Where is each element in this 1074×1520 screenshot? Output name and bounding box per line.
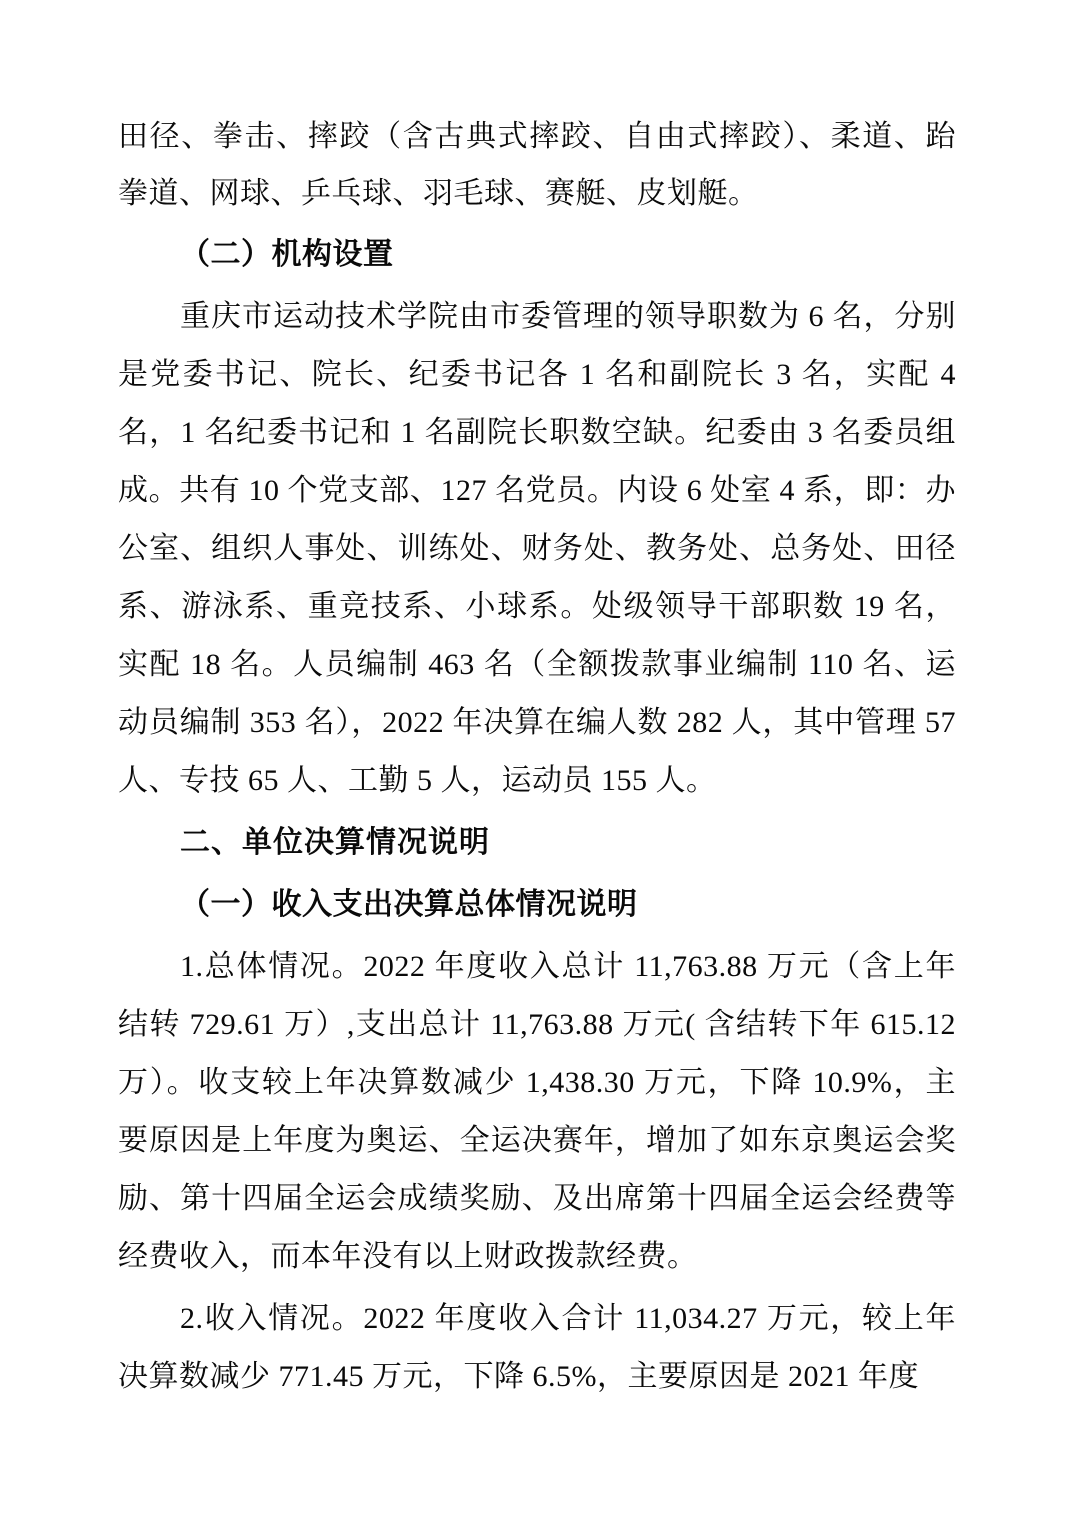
heading-budget-final-accounts: 二、单位决算情况说明: [180, 826, 490, 859]
heading-income-expenditure-overview: （一）收入支出决算总体情况说明: [180, 888, 638, 921]
paragraph-overall-situation: 1.总体情况。2022 年度收入总计 11,763.88 万元（含上年结转 729.61 万）,支出总计 11,763.88 万元( 含结转下年 615.12 万）。收支较上年决算数减少 1,438.30 万元，下降 10.9%，主要原因是上年度为奥运、全运决赛年，增加了如东京奥运会奖励、第十四届全运会成绩奖励、及出席第十四届全运会经费等经费收入，而本年没有以上财政拨款经费。: [118, 950, 956, 1273]
paragraph-income-situation: 2.收入情况。2022 年度收入合计 11,034.27 万元，较上年决算数减少 771.45 万元，下降 6.5%，主要原因是 2021 年度: [118, 1302, 956, 1393]
paragraph-sports-list: 田径、拳击、摔跤（含古典式摔跤、自由式摔跤）、柔道、跆拳道、网球、乒乓球、羽毛球、赛艇、皮划艇。: [118, 120, 956, 210]
document-body: [118, 108, 956, 1406]
heading-organization-setup: （二）机构设置: [180, 238, 394, 271]
paragraph-organization-structure: 重庆市运动技术学院由市委管理的领导职数为 6 名，分别是党委书记、院长、纪委书记各 1 名和副院长 3 名，实配 4 名，1 名纪委书记和 1 名副院长职数空缺。纪委由 3 名委员组成。共有 10 个党支部、127 名党员。内设 6 处室 4 系，即：办公室、组织人事处、训练处、财务处、教务处、总务处、田径系、游泳系、重竞技系、小球系。处级领导干部职数 19 名，实配 18 名。人员编制 463 名（全额拨款事业编制 110 名、运动员编制 353 名），2022 年决算在编人数 282 人，其中管理 57 人、专技 65 人、工勤 5 人，运动员 155 人。: [118, 300, 956, 797]
